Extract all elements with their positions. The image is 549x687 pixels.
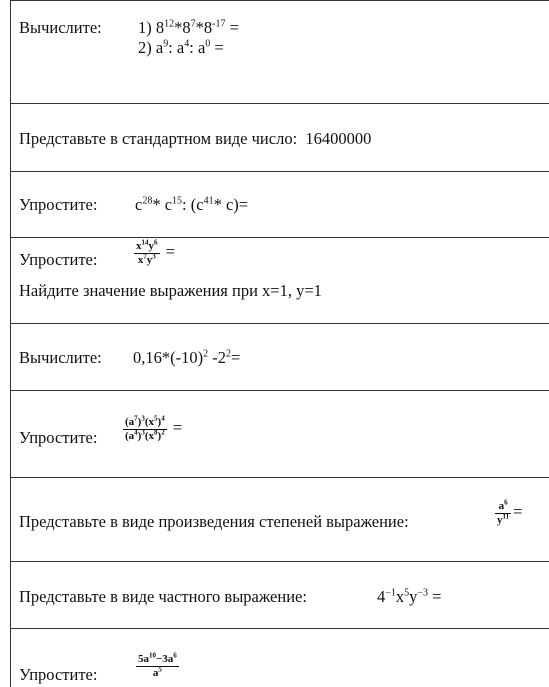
- task-9-expression: [134, 653, 181, 679]
- task-7-fraction: $\frac{a^6}{y^{11}}$: [497, 498, 510, 526]
- task-2-text: Представьте в стандартном виде число: 16400000: [19, 129, 372, 148]
- task-4-fraction: $\frac{x^{14}y^6}{x^7y^3}$: [136, 238, 158, 266]
- task-row-7: [10, 477, 549, 561]
- task-row-4: [10, 237, 549, 323]
- task-row-5: [10, 323, 549, 390]
- task-7-label: Представьте в виде произведения степеней выражение:: [19, 512, 409, 531]
- task-row-1: [10, 0, 549, 103]
- task-row-2: [10, 103, 549, 171]
- task-row-8: [10, 561, 549, 628]
- task-3-expression: $c^{28}*$ $c^{15}$: ($c^{41}*$ c)=: [135, 195, 249, 214]
- task-4-expression: $\frac{x^{14}y^6}{x^7y^3}$ =: [136, 238, 175, 266]
- task-4-label: Упростите:: [19, 250, 98, 269]
- task-8-label: Представьте в виде частного выражение:: [19, 587, 307, 606]
- task-8-expression: $4^{-1}x^5y^{-3}$ =: [377, 587, 442, 606]
- task-1-line-2: 2) $a^9$: $a^4$: $a^0$ =: [138, 38, 224, 57]
- task-9-fraction: $\frac{5a^{10}-3a^6}{a^5}$: [138, 651, 177, 679]
- task-1-line-1: 1) $8^{12}*8^7*8^{-17}$ =: [138, 18, 239, 37]
- task-row-9: [10, 628, 549, 687]
- task-6-fraction: $\frac{(a^7)^3(x^5)^4}{(a^4)^3(x^8)^2}$: [125, 414, 165, 442]
- task-9-label: Упростите:: [19, 665, 98, 684]
- task-3-label: Упростите:: [19, 195, 98, 214]
- task-4-subtask: Найдите значение выражения при x=1, y=1: [19, 281, 322, 300]
- task-6-expression: $\frac{(a^7)^3(x^5)^4}{(a^4)^3(x^8)^2}$ =: [125, 414, 183, 442]
- task-row-6: [10, 390, 549, 477]
- task-row-3: [10, 171, 549, 237]
- task-6-label: Упростите:: [19, 428, 98, 447]
- task-5-label: Вычислите:: [19, 348, 102, 367]
- task-1-label: Вычислите:: [19, 18, 102, 37]
- task-5-expression: $0,16*(-10)^2$ $-2^2=$: [133, 348, 241, 367]
- task-7-expression: $\frac{a^6}{y^{11}}$ =: [497, 498, 523, 526]
